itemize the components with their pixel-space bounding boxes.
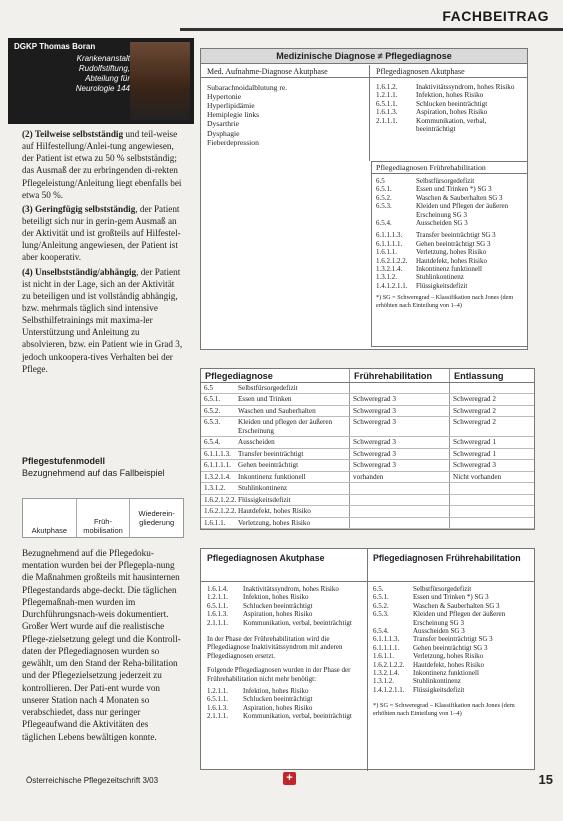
progress-table xyxy=(200,368,535,530)
list-item xyxy=(376,273,524,281)
table-row xyxy=(201,483,534,494)
diagnosis: Selbstfürsorgedefizit xyxy=(413,585,472,593)
medical-diagnosis: Dysphagie xyxy=(207,128,240,138)
grade-3-text: , der Patient beteiligt sich nur in gerin-gem Ausmaß an der Aktivität und ist großteils auf Hilfestel-lung/Anleitung angewiesen, der Patient ist aber kooperativ. xyxy=(22,203,181,263)
diagnosis: Infektion, hohes Risiko xyxy=(416,91,484,100)
diagnosis-cell xyxy=(201,518,349,528)
code: 1.3.1.2. xyxy=(204,484,226,493)
diagnosis-cell xyxy=(201,460,349,470)
diagnosis-cell xyxy=(201,406,349,416)
code: 1.6.1.3. xyxy=(207,610,228,619)
list-item xyxy=(373,610,531,627)
diagnosis: Verletzung, hohes Risiko xyxy=(416,248,487,257)
code: 1.3.2.1.4. xyxy=(373,668,400,677)
early-rehab-cell: Schweregrad 3 xyxy=(349,417,449,436)
page-number: 15 xyxy=(538,772,553,787)
code: 6.5.1.1. xyxy=(376,99,398,108)
discharge-cell: Schweregrad 2 xyxy=(449,394,534,404)
list-item xyxy=(373,686,531,694)
diagnosis: Inaktivitätssyndrom, hohes Risiko xyxy=(416,83,515,91)
diagnosis-cell xyxy=(201,449,349,459)
list-item xyxy=(373,661,531,669)
header-discharge: Entlassung xyxy=(449,369,534,382)
list-item xyxy=(373,677,531,685)
phase-acute: Akutphase xyxy=(23,499,77,537)
diagnosis: Infektion, hohes Risiko xyxy=(243,686,309,695)
left-column-text xyxy=(22,128,184,377)
acute-list-b xyxy=(207,687,363,721)
discharge-cell: Schweregrad 1 xyxy=(449,449,534,459)
list-item xyxy=(373,602,531,610)
early-rehab-list xyxy=(372,174,527,309)
early-rehab-cell: vorhanden xyxy=(349,472,449,482)
discharge-cell xyxy=(449,495,534,505)
acute-nursing-diagnoses-list xyxy=(376,83,526,134)
body-text: Bezugnehmend auf die Pflegedoku-mentation wurden bei der Pflegepla-nung die Maßnahmen großteils mit hausinternen Pflegestandards abge-deckt. Die täglichen Pflegemaßnah-men wurden im Durchführungsnach-weis dokumentiert. Großer Wert wurde auf die realistische Pflege-zielsetzung gelegt und die Kontroll-daten der Pflegediagnosen wurden so gewählt, um den Stand der Reha-bilitation und der Pflegezielsetzung jederzeit zu kontrollieren. Der Pati-ent wurde von unserer Station nach 4 Monaten so verabschiedet, dass nur geringer Pflegeaufwand die Aktivitäten des täglichen Lebens bewältigen konnte. xyxy=(22,548,181,742)
model-heading: Pflegestufenmodell xyxy=(22,456,106,466)
code: 1.6.1.1. xyxy=(373,652,394,661)
discharge-cell: Nicht vorhanden xyxy=(449,472,534,482)
diagnosis: Hautdefekt, hohes Risiko xyxy=(238,507,311,516)
diagnosis: Inkontinenz funktionell xyxy=(413,668,479,677)
author-box xyxy=(8,38,194,124)
list-item xyxy=(207,610,363,618)
diagnosis-cell xyxy=(201,437,349,447)
discharge-cell: Schweregrad 2 xyxy=(449,417,534,436)
code: 1.6.1.4. xyxy=(207,585,228,593)
phase-early-mobilisation: Früh-mobilisation xyxy=(77,499,131,537)
code: 6.1.1.1.1. xyxy=(376,239,403,248)
author-name: DGKP Thomas Boran xyxy=(14,42,96,51)
list-item xyxy=(373,627,531,635)
early-rehab-cell xyxy=(349,495,449,505)
page-header xyxy=(0,0,563,30)
early-rehab-cell: Schweregrad 3 xyxy=(349,406,449,416)
diagnosis: Aspiration, hohes Risiko xyxy=(243,703,313,712)
col-nursing-header: Pflegediagnosen Akutphase xyxy=(376,67,465,76)
diagnosis-cell xyxy=(201,495,349,505)
list-item xyxy=(373,635,531,643)
medical-diagnosis: Hypertonie xyxy=(207,92,242,102)
diagnosis: Gehen beeinträchtigt SG 3 xyxy=(416,239,491,248)
medical-diagnosis: Hyperlipidämie xyxy=(207,101,255,111)
table1-footnote: *) SG = Schweregrad – Klassifikation nach Jones (dem erhöhten nach Einteilung von 1–4) xyxy=(376,294,514,309)
diagnosis: Verletzung, hohes Risiko xyxy=(413,652,484,661)
table-row xyxy=(201,437,534,448)
list-item xyxy=(376,240,524,248)
code: 6.1.1.1.3. xyxy=(376,231,403,240)
list-item xyxy=(376,100,526,108)
list-item xyxy=(207,687,363,695)
discharge-cell xyxy=(449,483,534,493)
acute-column xyxy=(207,585,363,720)
grade-3-paragraph xyxy=(22,203,184,264)
diagnosis: Essen und Trinken *) SG 3 xyxy=(413,593,489,602)
list-item xyxy=(207,695,363,703)
list-item xyxy=(376,248,524,256)
table1-divider xyxy=(369,65,370,161)
header-early-rehab: Frührehabilitation xyxy=(349,369,449,382)
grade-3-label: (3) Geringfügig selbstständig xyxy=(22,203,136,214)
discharge-cell: Schweregrad 3 xyxy=(449,460,534,470)
code: 6.5.4. xyxy=(373,626,389,635)
code: 1.6.2.1.2.2. xyxy=(204,495,237,504)
table-row xyxy=(201,449,534,460)
code: 6.5.3. xyxy=(204,418,221,427)
diagnosis: Schlucken beeinträchtigt xyxy=(243,695,313,704)
list-item xyxy=(373,585,531,593)
code: 6.1.1.1.3. xyxy=(204,449,231,458)
header-rule xyxy=(180,28,563,31)
code: 1.4.1.2.1.1. xyxy=(373,685,405,694)
code: 6.5.3. xyxy=(376,202,392,211)
early-rehab-cell xyxy=(349,518,449,528)
table2-header xyxy=(201,369,534,383)
diagnosis: Verletzung, hohes Risiko xyxy=(238,518,311,527)
code: 6.5.1.1. xyxy=(207,601,228,610)
code: 6.5.4. xyxy=(204,438,221,447)
diagnosis: Inkontinenz funktionell xyxy=(238,472,306,481)
list-item xyxy=(376,83,526,91)
code: 6.5 xyxy=(204,384,213,392)
code: 1.6.1.2. xyxy=(376,83,398,91)
diagnosis: Waschen und Sauberhalten xyxy=(238,406,316,415)
code: 1.3.2.1.4. xyxy=(204,472,231,481)
diagnosis: Gehen beeinträchtigt SG 3 xyxy=(413,643,488,652)
code: 2.1.1.1. xyxy=(376,116,398,125)
discharge-cell xyxy=(449,383,534,393)
diagnosis: Transfer beeinträchtigt SG 3 xyxy=(413,635,493,644)
discharge-cell: Schweregrad 1 xyxy=(449,437,534,447)
diagnosis: Selbstfürsorgedefizit xyxy=(416,177,475,185)
acute-list-a xyxy=(207,585,363,627)
medical-diagnosis: Subarachnoidalblutung re. xyxy=(207,83,288,92)
diagnosis: Waschen & Sauberhalten SG 3 xyxy=(416,193,503,202)
diagnosis: Aspiration, hohes Risiko xyxy=(416,108,488,117)
list-item xyxy=(376,108,526,116)
model-section xyxy=(22,456,165,479)
diagnosis: Ausscheiden SG 3 xyxy=(413,626,465,635)
code: 1.6.2.1.2.2. xyxy=(373,660,405,669)
code: 1.6.1.3. xyxy=(207,703,228,712)
diagnosis: Essen und Trinken *) SG 3 xyxy=(416,185,492,194)
list-item xyxy=(376,219,524,227)
phase-reintegration: Wiederein-gliederung xyxy=(138,509,175,527)
list-item xyxy=(376,282,524,290)
medical-diagnoses-list xyxy=(207,83,287,147)
col-medical-header: Med. Aufnahme-Diagnose Akutphase xyxy=(207,67,328,76)
table3-footnote: *) SG = Schweregrad – Klassifikation nach Jones (dem erhöhten nach Einteilung von 1–4) xyxy=(373,702,515,717)
acute-note-2: Folgende Pflegediagnosen wurden in der Phase der Frührehabilitation nicht mehr benötigt: xyxy=(207,666,351,683)
table-row xyxy=(201,460,534,471)
list-item xyxy=(373,669,531,677)
early-rehab-cell: Schweregrad 3 xyxy=(349,437,449,447)
list-item xyxy=(373,593,531,601)
diagnosis: Kleiden und pflegen der äußeren Erscheinung xyxy=(238,418,333,435)
table-row xyxy=(201,495,534,506)
section-title: FACHBEITRAG xyxy=(442,8,549,24)
diagnosis: Transfer beeinträchtigt SG 3 xyxy=(416,231,496,240)
table-row xyxy=(201,518,534,529)
code: 6.1.1.1.3. xyxy=(373,635,400,644)
table-row xyxy=(201,383,534,394)
diagnoses-summary-table xyxy=(200,548,535,770)
code: 1.6.1.1. xyxy=(376,248,397,257)
medical-diagnosis: Hemiplegie links xyxy=(207,110,260,120)
code: 1.6.1.1. xyxy=(204,518,226,527)
diagnosis: Infektion, hohes Risiko xyxy=(243,593,309,602)
author-affiliation: Krankenanstalt Rudolfstiftung, Abteilung für Neurologie 144 xyxy=(75,54,130,93)
discharge-cell: Schweregrad 2 xyxy=(449,406,534,416)
early-rehab-list-2 xyxy=(373,585,531,694)
code: 1.2.1.1. xyxy=(207,686,228,695)
table-row xyxy=(201,472,534,483)
grade-2-text: und teil-weise auf Hilfestellung/Anlei-tung angewiesen, der Patient ist etwa zu 50 % selbstständig; das Ausmaß der zu erbringenden di-rekten Pflegeleistung/Anleitung liegt ebenfalls bei etwa 50 %. xyxy=(22,129,182,200)
table3-divider xyxy=(367,549,368,771)
code: 1.3.2.1.4. xyxy=(376,264,403,273)
code: 2.1.1.1. xyxy=(207,712,228,721)
diagnosis: Kommunikation, verbal, beeinträchtigt xyxy=(416,116,487,134)
list-item xyxy=(376,91,526,99)
table1-title: Medizinische Diagnose ≠ Pflegediagnose xyxy=(201,49,527,64)
medical-diagnosis: Fieberdepression xyxy=(207,137,259,147)
code: 1.4.1.2.1.1. xyxy=(376,281,408,290)
list-item xyxy=(376,265,524,273)
diagnosis: Schlucken beeinträchtigt xyxy=(243,601,313,610)
diagnosis-cell xyxy=(201,506,349,516)
discharge-cell xyxy=(449,506,534,516)
early-rehab-cell: Schweregrad 3 xyxy=(349,460,449,470)
code: 6.1.1.1.1. xyxy=(204,461,231,470)
diagnosis: Kleiden und Pflegen der äußeren Erscheinung SG 3 xyxy=(416,202,509,219)
diagnosis-cell xyxy=(201,472,349,482)
early-rehab-cell xyxy=(349,483,449,493)
code: 6.5.2. xyxy=(204,406,221,415)
diagnosis: Flüssigkeitsdefizit xyxy=(238,495,291,504)
diagnosis: Schlucken beeinträchtigt xyxy=(416,99,488,108)
list-item xyxy=(207,619,363,627)
code: 6.5.2. xyxy=(373,601,389,610)
code: 1.2.1.1. xyxy=(376,91,398,100)
grade-4-paragraph xyxy=(22,266,184,375)
grade-2-label: (2) Teilweise selbstständig xyxy=(22,129,124,139)
code: 1.3.1.2. xyxy=(373,677,394,686)
diagnosis: Inaktivitätssyndrom, hohes Risiko xyxy=(243,585,339,593)
diagnosis: Kommunikation, verbal, beeinträchtigt xyxy=(243,712,352,721)
early-rehab-column xyxy=(373,585,531,717)
early-rehab-cell: Schweregrad 3 xyxy=(349,394,449,404)
code: 6.5.2. xyxy=(376,193,392,202)
code: 6.5.3. xyxy=(373,610,389,619)
diagnosis: Transfer beeinträchtigt xyxy=(238,449,304,458)
list-item xyxy=(207,602,363,610)
diagnosis: Essen und Trinken xyxy=(238,395,292,404)
diagnosis: Kleiden und Pflegen der äußeren Erscheinung SG 3 xyxy=(413,610,506,627)
list-item xyxy=(376,202,524,219)
early-rehab-heading: Pflegediagnosen Frührehabilitation xyxy=(372,162,527,174)
grade-4-text: , der Patient ist nicht in der Lage, sich an der Aktivität zu beteiligen und ist vollständig abhängig, bzw. mehrmals täglich sind intensive Selbsthilfetrainings mit maxima-ler Unterstützung und Anleitung zu absolvieren, bzw. ein Patient wie in Grad 3, jedoch unkoopera-tives Verhalten bei der Pflege. xyxy=(22,266,183,374)
code: 6.5.1.1. xyxy=(207,695,228,704)
diagnosis: Hautdefekt, hohes Risiko xyxy=(416,256,487,265)
diagnosis-cell xyxy=(201,383,349,393)
list-item xyxy=(376,117,526,134)
diagnosis: Aspiration, hohes Risiko xyxy=(243,610,313,619)
code: 1.3.1.2. xyxy=(376,273,397,282)
early-rehab-heading-2: Pflegediagnosen Frührehabilitation xyxy=(373,553,521,563)
diagnosis: Stuhlinkontinenz xyxy=(238,484,288,493)
code: 2.1.1.1. xyxy=(207,618,228,627)
code: 6.5 xyxy=(376,177,385,185)
code: 6.5.1. xyxy=(373,593,389,602)
code: 1.6.2.1.2.2. xyxy=(204,507,237,516)
code: 1.6.1.3. xyxy=(376,108,398,117)
code: 6.5. xyxy=(373,585,384,593)
grade-4-label: (4) Unselbstständig/abhängig xyxy=(22,266,137,277)
table2-body xyxy=(201,383,534,529)
medical-diagnosis: Dysarthrie xyxy=(207,119,240,129)
list-item xyxy=(207,704,363,712)
diagnosis: Selbstfürsorgedefizit xyxy=(238,384,298,392)
cross-logo-icon: + xyxy=(283,772,296,785)
diagnosis: Hautdefekt, hohes Risiko xyxy=(413,660,484,669)
journal-name: Österreichische Pflegezeitschrift 3/03 xyxy=(26,776,159,785)
diagnosis: Stuhlinkontinenz xyxy=(413,677,461,686)
table-row xyxy=(201,394,534,405)
early-rehab-cell xyxy=(349,506,449,516)
diagnosis-cell xyxy=(201,483,349,493)
list-item xyxy=(376,177,524,185)
list-item xyxy=(376,231,524,239)
grade-2-paragraph xyxy=(22,128,184,201)
code: 6.5.4. xyxy=(376,218,392,227)
early-rehab-cell: Schweregrad 3 xyxy=(349,449,449,459)
acute-heading: Pflegediagnosen Akutphase xyxy=(207,553,325,563)
code: 1.6.2.1.2.2. xyxy=(376,256,408,265)
code: 6.5.1. xyxy=(376,185,392,194)
code: 6.5.1. xyxy=(204,395,221,404)
discharge-cell xyxy=(449,518,534,528)
author-photo xyxy=(130,42,190,120)
table-row xyxy=(201,406,534,417)
list-item xyxy=(207,593,363,601)
diagnosis: Stuhlinkontinenz xyxy=(416,273,464,282)
table-row xyxy=(201,506,534,517)
diagnosis: Flüssigkeitsdefizit xyxy=(413,685,465,694)
acute-note-1: In der Phase der Frührehabilitation wird die Pflegediagnose Inaktivitätssyndrom mit anderen Pflegediagnosen ersetzt. xyxy=(207,634,343,660)
table1-column-headers xyxy=(201,65,527,78)
list-item xyxy=(207,712,363,720)
diagnosis: Flüssigkeitsdefizit xyxy=(416,281,468,290)
list-item xyxy=(376,257,524,265)
phase-model-diagram xyxy=(22,498,184,538)
table-row xyxy=(201,417,534,437)
model-subheading: Bezugnehmend auf das Fallbeispiel xyxy=(22,467,165,478)
early-rehab-box xyxy=(371,161,527,347)
code: 6.1.1.1.1. xyxy=(373,643,400,652)
header-diagnosis: Pflegediagnose xyxy=(205,371,273,381)
early-rehab-cell xyxy=(349,383,449,393)
diagnosis: Ausscheiden xyxy=(238,438,275,447)
diagnosis: Kommunikation, verbal, beeinträchtigt xyxy=(243,618,352,627)
list-item xyxy=(376,194,524,202)
list-item xyxy=(373,644,531,652)
list-item xyxy=(373,652,531,660)
diagnosis: Gehen beeinträchtigt xyxy=(238,461,299,470)
diagnosis-comparison-table xyxy=(200,48,528,350)
diagnosis: Waschen & Sauberhalten SG 3 xyxy=(413,601,500,610)
diagnosis-cell xyxy=(201,417,349,436)
diagnosis: Ausscheiden SG 3 xyxy=(416,218,468,227)
diagnosis: Inkontinenz funktionell xyxy=(416,264,482,273)
code: 1.2.1.1. xyxy=(207,593,228,602)
list-item xyxy=(207,585,363,593)
diagnosis-cell xyxy=(201,394,349,404)
list-item xyxy=(376,185,524,193)
